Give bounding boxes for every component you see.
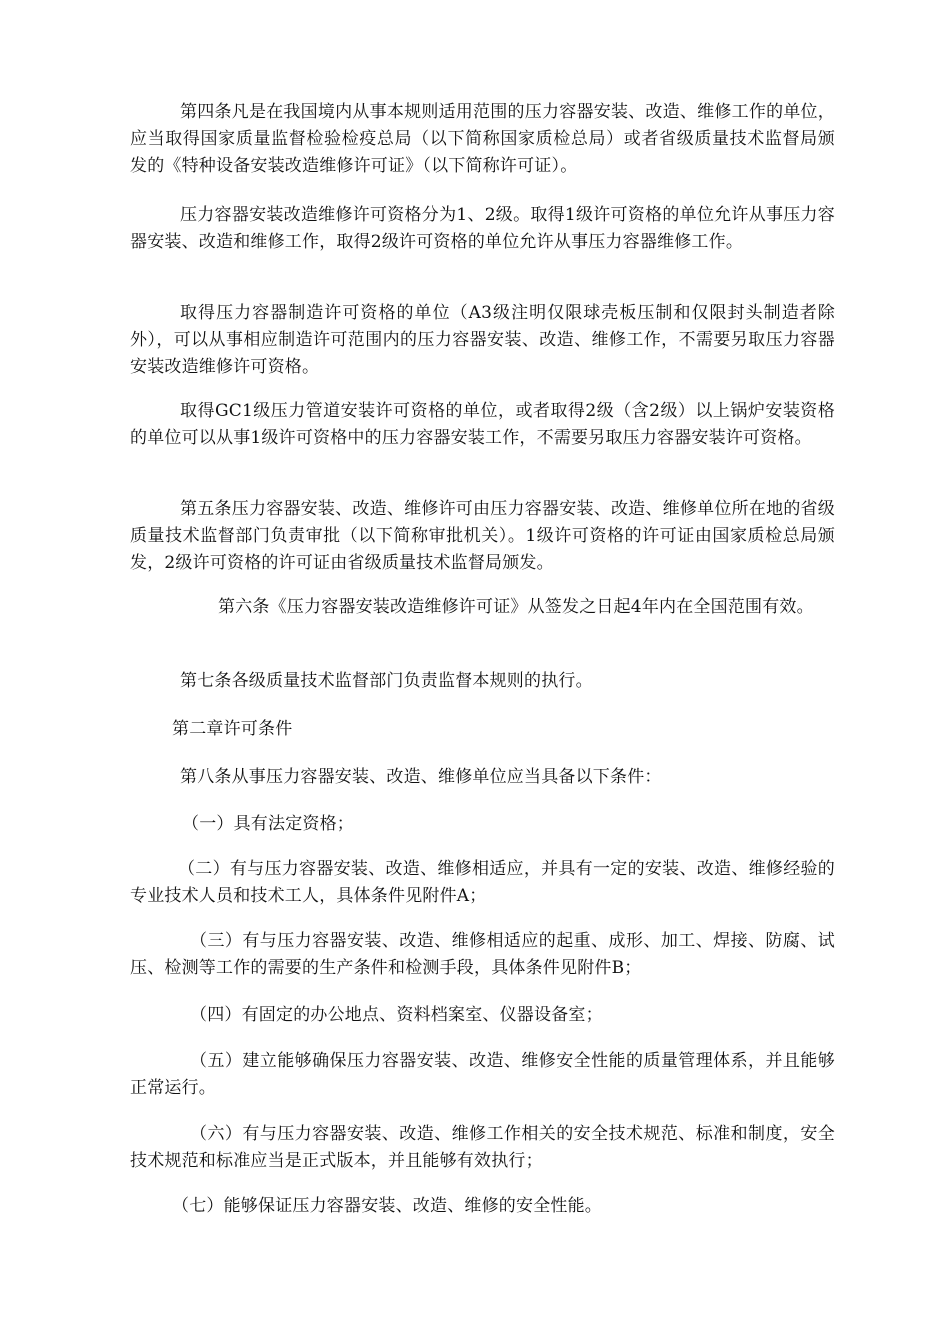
condition-item-7: （七）能够保证压力容器安装、改造、维修的安全性能。 xyxy=(172,1196,602,1216)
paragraph-article-7: 第七条各级质量技术监督部门负责监督本规则的执行。 xyxy=(180,671,593,691)
chapter-heading: 第二章许可条件 xyxy=(172,719,293,739)
paragraph-manufacturing-permit: 取得压力容器制造许可资格的单位（A3级注明仅限球壳板压制和仅限封头制造者除外），可以从事相应制造许可范围内的压力容器安装、改造、维修工作，不需要另取压力容器安装改造维修许可资格。 xyxy=(130,303,835,377)
condition-item-4: （四）有固定的办公地点、资料档案室、仪器设备室； xyxy=(190,1005,603,1025)
paragraph-gc1-permit: 取得GC1级压力管道安装许可资格的单位，或者取得2级（含2级）以上锅炉安装资格的单位可以从事1级许可资格中的压力容器安装工作，不需要另取压力容器安装许可资格。 xyxy=(130,401,835,448)
paragraph-article-5: 第五条压力容器安装、改造、维修许可由压力容器安装、改造、维修单位所在地的省级质量技术监督部门负责审批（以下简称审批机关）。1级许可资格的许可证由国家质检总局颁发，2级许可资格的许可证由省级质量技术监督局颁发。 xyxy=(130,499,835,573)
condition-item-1: （一）具有法定资格； xyxy=(182,814,354,834)
paragraph-article-8: 第八条从事压力容器安装、改造、维修单位应当具备以下条件： xyxy=(180,767,662,787)
condition-item-6: （六）有与压力容器安装、改造、维修工作相关的安全技术规范、标准和制度，安全技术规范和标准应当是正式版本，并且能够有效执行； xyxy=(130,1124,835,1171)
condition-item-5: （五）建立能够确保压力容器安装、改造、维修安全性能的质量管理体系，并且能够正常运行。 xyxy=(130,1051,835,1098)
paragraph-article-4: 第四条凡是在我国境内从事本规则适用范围的压力容器安装、改造、维修工作的单位，应当取得国家质量监督检验检疫总局（以下简称国家质检总局）或者省级质量技术监督局颁发的《特种设备安装改造维修许可证》（以下简称许可证）。 xyxy=(130,102,835,176)
paragraph-permit-levels: 压力容器安装改造维修许可资格分为1、2级。取得1级许可资格的单位允许从事压力容器安装、改造和维修工作，取得2级许可资格的单位允许从事压力容器维修工作。 xyxy=(130,205,835,252)
condition-item-3: （三）有与压力容器安装、改造、维修相适应的起重、成形、加工、焊接、防腐、试压、检测等工作的需要的生产条件和检测手段，具体条件见附件B； xyxy=(130,931,835,978)
paragraph-article-6: 第六条《压力容器安装改造维修许可证》从签发之日起4年内在全国范围有效。 xyxy=(218,597,814,617)
condition-item-2: （二）有与压力容器安装、改造、维修相适应，并具有一定的安装、改造、维修经验的专业技术人员和技术工人，具体条件见附件A； xyxy=(130,859,835,906)
